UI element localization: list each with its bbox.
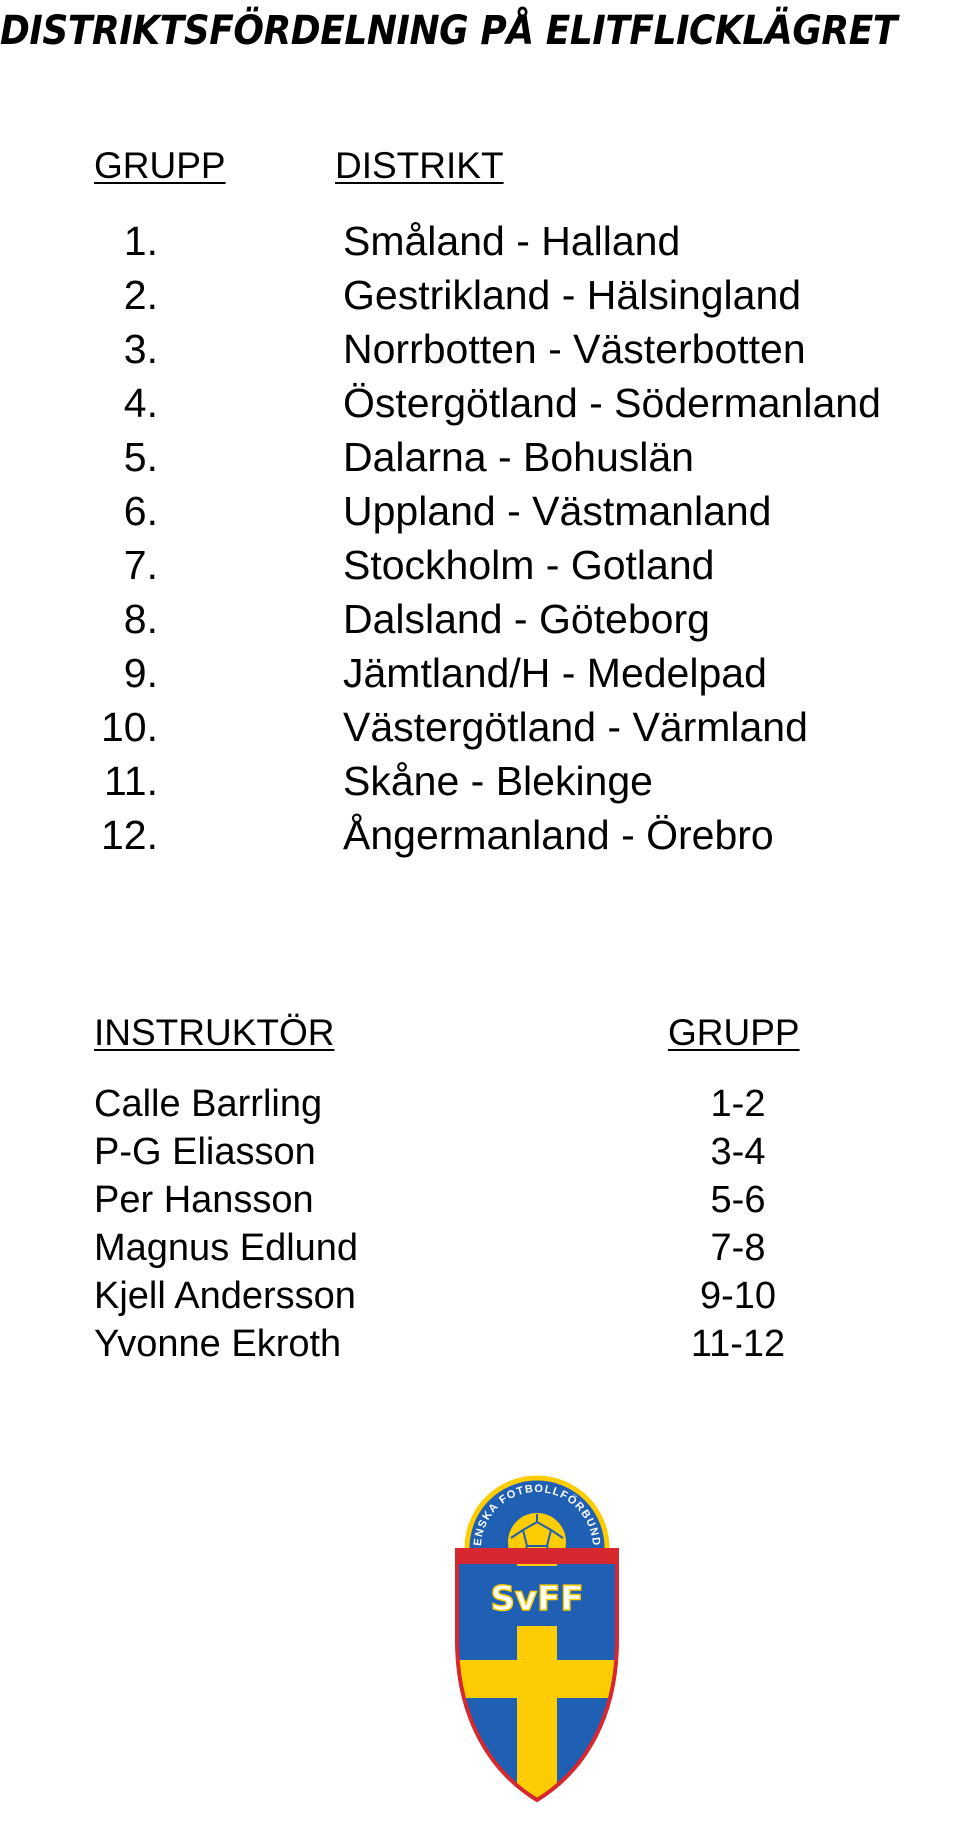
instructor-row — [0, 1176, 960, 1224]
instructor-groups: 11-12 — [690, 1323, 786, 1365]
page-title: DISTRIKTSFÖRDELNING PÅ ELITFLICKLÄGRET — [0, 8, 897, 54]
group-districts: Västergötland - Värmland — [343, 704, 808, 750]
instructor-row — [0, 1272, 960, 1320]
group-number: 10. — [101, 704, 158, 750]
instructor-column-header: INSTRUKTÖR — [94, 1012, 335, 1053]
group-row — [0, 214, 960, 268]
group-districts: Ångermanland - Örebro — [343, 812, 774, 858]
group-number: 5. — [123, 434, 158, 480]
group-number: 11. — [104, 758, 158, 804]
group-row — [0, 538, 960, 592]
group-districts: Jämtland/H - Medelpad — [343, 650, 767, 696]
group-districts: Gestrikland - Hälsingland — [343, 272, 802, 318]
instructor-groups: 9-10 — [699, 1275, 777, 1317]
instructor-list — [0, 1080, 960, 1368]
group-number: 6. — [123, 488, 158, 534]
group-district-list — [0, 214, 960, 862]
group-number: 8. — [123, 596, 158, 642]
group-districts: Dalsland - Göteborg — [343, 596, 710, 642]
instructor-group-column-header: GRUPP — [668, 1012, 800, 1053]
instructor-row — [0, 1224, 960, 1272]
group-districts: Småland - Halland — [343, 218, 681, 264]
instructor-row — [0, 1128, 960, 1176]
group-districts: Östergötland - Södermanland — [343, 380, 881, 426]
svff-crest-icon — [441, 1470, 633, 1808]
group-row — [0, 430, 960, 484]
group-row — [0, 808, 960, 862]
group-row — [0, 646, 960, 700]
instructor-name: Magnus Edlund — [94, 1227, 359, 1269]
group-row — [0, 376, 960, 430]
group-row — [0, 322, 960, 376]
instructor-name: P-G Eliasson — [94, 1131, 316, 1173]
instructor-name: Calle Barrling — [94, 1083, 323, 1125]
svff-logo — [441, 1470, 633, 1808]
group-number: 9. — [123, 650, 158, 696]
group-number: 4. — [123, 380, 158, 426]
instructor-row — [0, 1320, 960, 1368]
instructor-groups: 5-6 — [710, 1179, 766, 1221]
group-row — [0, 754, 960, 808]
svg-text:SvFF: SvFF — [490, 1579, 584, 1619]
group-column-header: GRUPP — [94, 145, 226, 186]
instructor-name: Per Hansson — [94, 1179, 314, 1221]
group-districts: Skåne - Blekinge — [343, 758, 653, 804]
group-number: 3. — [123, 326, 158, 372]
group-row — [0, 592, 960, 646]
group-row — [0, 700, 960, 754]
group-districts: Uppland - Västmanland — [343, 488, 772, 534]
group-row — [0, 268, 960, 322]
svg-text:SVENSKA FOTBOLLFÖRBUNDET: ENSKA FOTBOLLFÖRBUND — [471, 1482, 603, 1547]
group-number: 1. — [123, 218, 158, 264]
district-column-header: DISTRIKT — [335, 145, 504, 186]
instructor-name: Kjell Andersson — [94, 1275, 356, 1317]
instructor-groups: 1-2 — [710, 1083, 766, 1125]
instructor-groups: 7-8 — [710, 1227, 766, 1269]
instructor-name: Yvonne Ekroth — [94, 1323, 342, 1365]
group-number: 2. — [123, 272, 158, 318]
group-districts: Stockholm - Gotland — [343, 542, 715, 588]
group-districts: Dalarna - Bohuslän — [343, 434, 694, 480]
instructor-row — [0, 1080, 960, 1128]
group-row — [0, 484, 960, 538]
group-number: 7. — [123, 542, 158, 588]
instructor-groups: 3-4 — [710, 1131, 766, 1173]
group-number: 12. — [101, 812, 158, 858]
group-districts: Norrbotten - Västerbotten — [343, 326, 806, 372]
